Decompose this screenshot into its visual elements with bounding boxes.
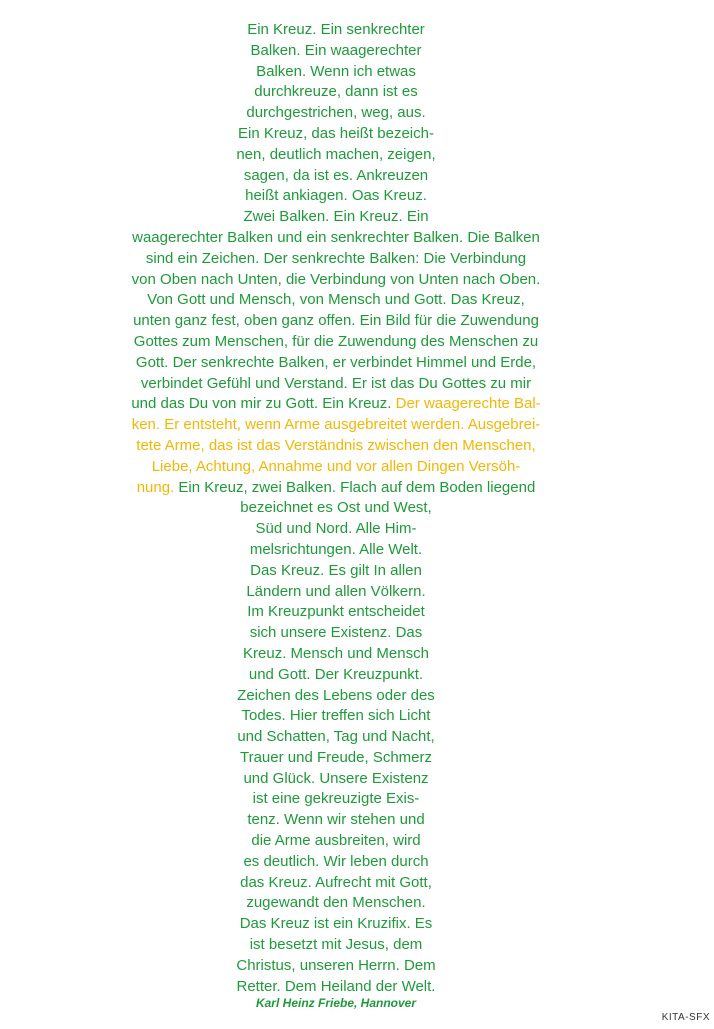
- poem-line: sagen, da ist es. Ankreuzen: [243, 166, 429, 184]
- poem-line: Ein Kreuz, das heißt bezeich-: [238, 124, 434, 142]
- poem-line: waagerechter Balken und ein senkrechter Balken. Die Balken: [132, 228, 540, 246]
- poem-segment-green: und das Du von mir zu Gott. Ein Kreuz.: [131, 395, 392, 413]
- poem-line: Das Kreuz ist ein Kruzifix. Es: [239, 915, 433, 933]
- poem-line-yellow: [0, 415, 672, 436]
- poem-segment-yellow: nung.: [136, 478, 175, 496]
- poem-line: unten ganz fest, oben ganz offen. Ein Bild für die Zuwendung: [133, 312, 539, 330]
- poem-line: Trauer und Freude, Schmerz: [239, 748, 433, 766]
- poem-line: und Gott. Der Kreuzpunkt.: [248, 665, 424, 683]
- poem-line: Zeichen des Lebens oder des: [237, 686, 435, 704]
- poem-line: Retter. Dem Heiland der Welt.: [236, 977, 436, 995]
- poem-line: melsrichtungen. Alle Welt.: [249, 540, 423, 558]
- poem-line: Gottes zum Menschen, für die Zuwendung des Menschen zu: [133, 332, 539, 350]
- poem-line-yellow: [0, 436, 672, 457]
- poem-line: sich unsere Existenz. Das: [249, 624, 423, 642]
- poem-line: Ein Kreuz. Ein senkrechter: [247, 21, 425, 38]
- poem-line: Todes. Hier treffen sich Licht: [241, 707, 431, 725]
- poem-line: ist besetzt mit Jesus, dem: [249, 936, 423, 954]
- poem-line: Das Kreuz. Es gilt In allen: [250, 561, 422, 579]
- poem-line: das Kreuz. Aufrecht mit Gott,: [240, 873, 432, 891]
- poem-line: und Schatten, Tag und Nacht,: [237, 728, 435, 746]
- poem-line: Von Gott und Mensch, von Mensch und Gott. Das Kreuz,: [147, 291, 525, 309]
- poem-line: und Glück. Unsere Existenz: [243, 769, 429, 787]
- author-credit: Karl Heinz Friebe, Hannover: [255, 996, 417, 1010]
- poem-line: Balken. Wenn ich etwas: [256, 62, 416, 80]
- poem-segment-green: Ein Kreuz, zwei Balken. Flach auf dem Boden liegend: [174, 478, 536, 496]
- poem-line: Gott. Der senkrechte Balken, er verbindet Himmel und Erde,: [135, 353, 537, 371]
- poem-line: tenz. Wenn wir stehen und: [247, 811, 425, 829]
- poem-line: Christus, unseren Herrn. Dem: [236, 956, 436, 974]
- cross-poem: [0, 20, 672, 997]
- poem-line: die Arme ausbreiten, wird: [251, 832, 421, 850]
- poem-segment-yellow: ken. Er entsteht, wenn Arme ausgebreitet werden. Ausgebrei-: [131, 416, 541, 434]
- poem-line: Süd und Nord. Alle Him-: [255, 520, 417, 538]
- poem-line: von Oben nach Unten, die Verbindung von Unten nach Oben.: [131, 270, 541, 288]
- poem-line: Kreuz. Mensch und Mensch: [243, 644, 429, 662]
- poem-line: durchgestrichen, weg, aus.: [246, 104, 426, 122]
- poem-line: sind ein Zeichen. Der senkrechte Balken: Die Verbindung: [145, 249, 527, 267]
- poem-line: nen, deutlich machen, zeigen,: [236, 145, 436, 163]
- poem-segment-yellow: tete Arme, das ist das Verständnis zwischen den Menschen,: [136, 436, 536, 454]
- poem-line: Zwei Balken. Ein Kreuz. Ein: [243, 208, 429, 226]
- poem-segment-yellow: Liebe, Achtung, Annahme und vor allen Dingen Versöh-: [151, 457, 521, 475]
- poem-segment-yellow: Der waagerechte Bal-: [391, 395, 541, 413]
- poem-line: es deutlich. Wir leben durch: [243, 852, 429, 870]
- poem-line-yellow: [0, 457, 672, 478]
- poem-line: ist eine gekreuzigte Exis-: [252, 790, 420, 808]
- watermark: KITA-SFX: [661, 1012, 710, 1023]
- poem-line: durchkreuze, dann ist es: [254, 83, 418, 101]
- poem-line-mixed: [0, 478, 672, 499]
- poem-line: zugewandt den Menschen.: [246, 894, 426, 912]
- poem-line: Ländern und allen Völkern.: [246, 582, 426, 600]
- poem-line: Balken. Ein waagerechter: [250, 41, 422, 59]
- poem-line: Im Kreuzpunkt entscheidet: [247, 603, 425, 621]
- poem-line: verbindet Gefühl und Verstand. Er ist das Du Gottes zu mir: [140, 374, 532, 392]
- poem-line-mixed: [0, 394, 672, 415]
- poem-line: heißt ankiagen. Oas Kreuz.: [245, 187, 427, 205]
- poem-line: bezeichnet es Ost und West,: [240, 499, 432, 517]
